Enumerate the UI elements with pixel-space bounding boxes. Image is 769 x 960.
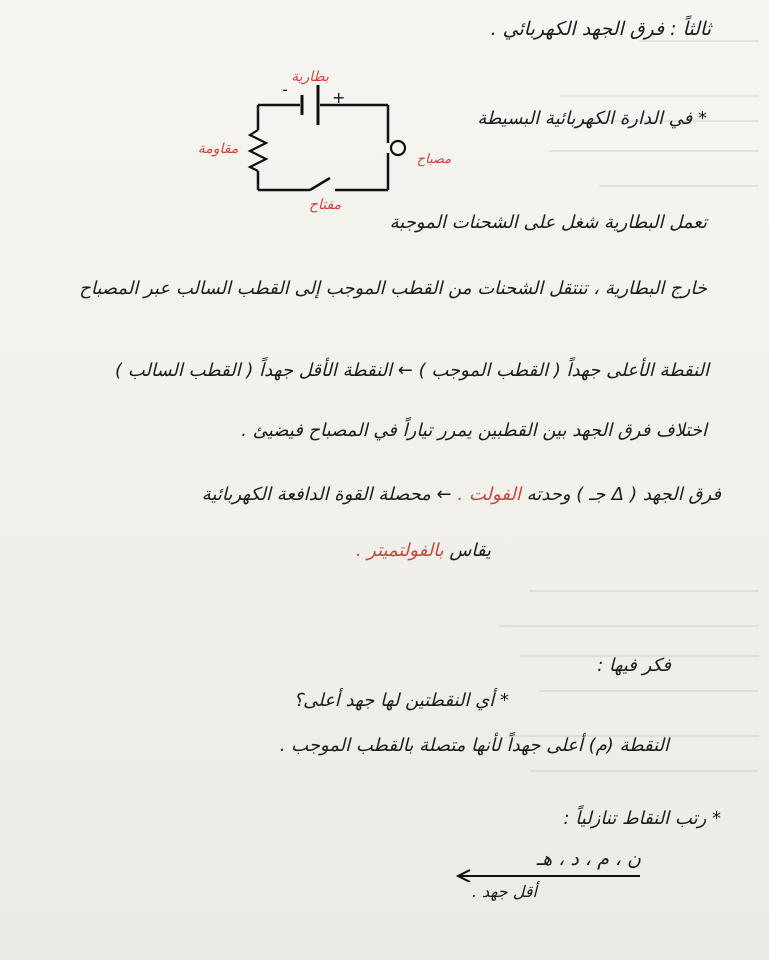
paragraph-1: تعمل البطارية شغل على الشحنات الموجبة [389, 212, 707, 233]
definition-unit: الفولت . [457, 484, 521, 505]
think-question: * أي النقطتين لها جهد أعلى؟ [293, 690, 509, 711]
arrow-label: أقل جهد . [471, 882, 537, 901]
measure-text: يقاس [449, 540, 491, 561]
switch-label: مفتاح [308, 197, 342, 213]
order-points: ن ، م ، د ، هـ [536, 848, 641, 870]
circuit-heading: * في الدارة الكهربائية البسيطة [477, 108, 707, 129]
think-answer: النقطة (م) أعلى جهداً لأنها متصلة بالقطب الموجب . [279, 735, 669, 756]
section-title: ثالثاً : فرق الجهد الكهربائي . [490, 18, 711, 40]
resistance-label: مقاومة [197, 141, 239, 157]
measure-instrument: بالفولتميتر . [355, 540, 444, 561]
decreasing-arrow [450, 862, 650, 882]
lamp-label: مصباح [416, 152, 452, 167]
paragraph-4: اختلاف فرق الجهد بين القطبين يمرر تياراً في المصباح فيضيئ . [241, 420, 707, 441]
definition-part2: ← محصلة القوة الدافعة الكهربائية [201, 484, 452, 505]
paragraph-3: النقطة الأعلى جهداً ( القطب الموجب ) ← النقطة الأقل جهداً ( القطب السالب ) [114, 360, 709, 381]
definition-line [202, 484, 721, 505]
battery-label: بطارية [291, 69, 329, 85]
paragraph-2: خارج البطارية ، تنتقل الشحنات من القطب الموجب إلى القطب السالب عبر المصباح [79, 278, 707, 299]
lamp-symbol [391, 141, 405, 155]
resistor-symbol [250, 130, 266, 171]
switch-symbol [310, 178, 330, 190]
definition-part1: فرق الجهد ( Δ جـ ) وحدته [526, 484, 721, 505]
circuit-diagram [170, 55, 470, 215]
battery-plus: + [332, 88, 346, 107]
battery-minus: - [282, 80, 288, 99]
measure-line [356, 540, 491, 561]
think-heading: فكر فيها : [597, 655, 671, 676]
order-heading: * رتب النقاط تنازلياً : [563, 808, 721, 829]
